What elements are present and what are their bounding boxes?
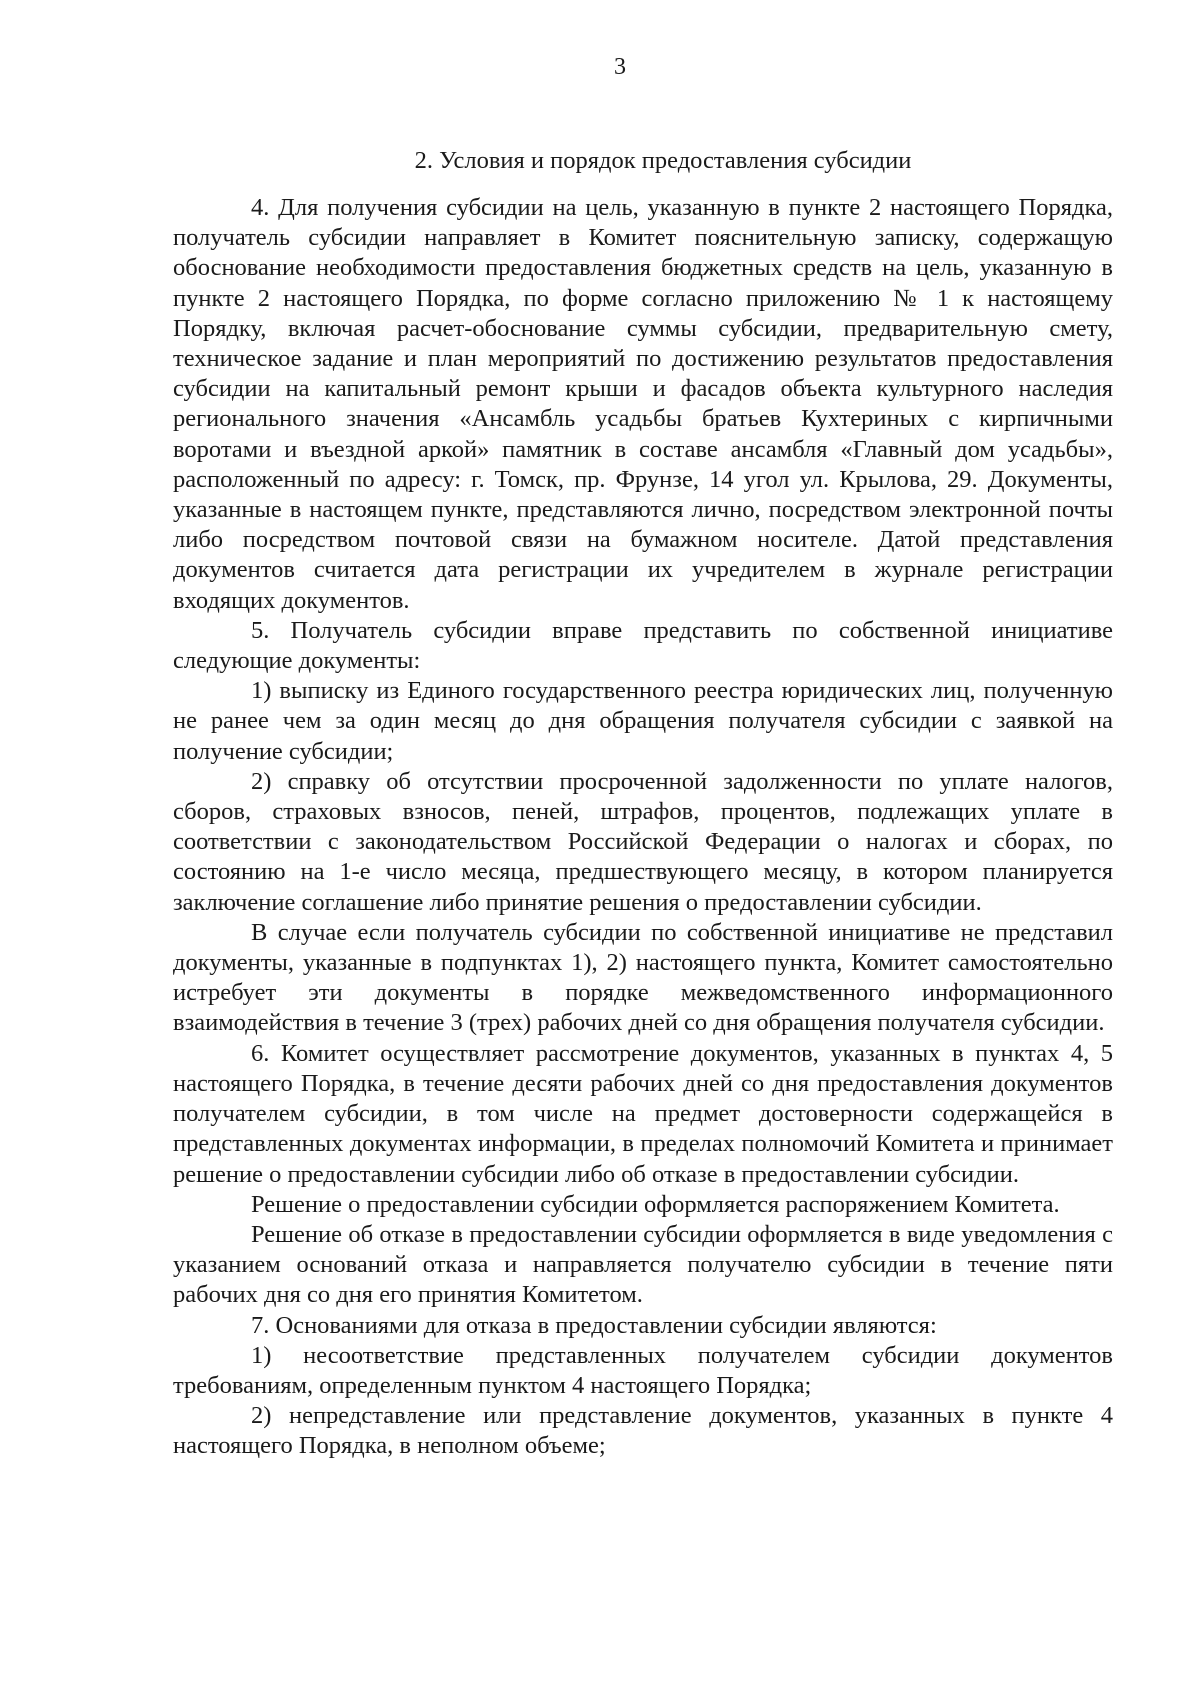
paragraph-6: 6. Комитет осуществляет рассмотрение документов, указанных в пунктах 4, 5 настоящего Порядка, в течение десяти рабочих дней со дня предоставления документов получателем субсидии, в том числе на предмет достоверности содержащейся в представленных документах информации, в пределах полномочий Комитета и принимает решение о предоставлении субсидии либо об отказе в предоставлении субсидии.: [173, 1039, 1113, 1188]
paragraph-6-decision: Решение о предоставлении субсидии оформляется распоряжением Комитета.: [251, 1190, 1060, 1218]
paragraph-7-item-2: 2) непредставление или представление документов, указанных в пункте 4 настоящего Порядка, в неполном объеме;: [173, 1402, 1113, 1460]
paragraph-4: 4. Для получения субсидии на цель, указанную в пункте 2 настоящего Порядка, получатель субсидии направляет в Комитет пояснительную записку, содержащую обоснование необходимости предоставления бюджетных средств на цель, указанную в пункте 2 настоящего Порядка, по форме согласно приложению № 1 к настоящему Порядку, включая расчет-обоснование суммы субсидии, предварительную смету, техническое задание и план мероприятий по достижению результатов предоставления субсидии на капитальный ремонт крыши и фасадов объекта культурного наследия регионального значения «Ансамбль усадьбы братьев Кухтериных с кирпичными воротами и въездной аркой» памятник в составе ансамбля «Главный дом усадьбы», расположенный по адресу: г. Томск, пр. Фрунзе, 14 угол ул. Крылова, 29. Документы, указанные в настоящем пункте, представляются лично, посредством электронной почты либо посредством почтовой связи на бумажном носителе. Датой представления документов считается дата регистрации их учредителем в журнале регистрации входящих документов.: [173, 194, 1113, 614]
paragraph-6-refusal: Решение об отказе в предоставлении субсидии оформляется в виде уведомления с указанием оснований отказа и направляется получателю субсидии в течение пяти рабочих дня со дня его принятия Комитетом.: [173, 1220, 1113, 1309]
paragraph-7-item-1: 1) несоответствие представленных получателем субсидии документов требованиям, определенным пунктом 4 настоящего Порядка;: [173, 1341, 1113, 1399]
paragraph-5-item-2: 2) справку об отсутствии просроченной задолженности по уплате налогов, сборов, страховых взносов, пеней, штрафов, процентов, подлежащих уплате в соответствии с законодательством Российской Федерации о налогах и сборах, по состоянию на 1-е число месяца, предшествующего месяцу, в котором планируется заключение соглашение либо принятие решения о предоставлении субсидии.: [173, 767, 1113, 916]
paragraph-5-item-1: 1) выписку из Единого государственного реестра юридических лиц, полученную не ранее чем за один месяц до дня обращения получателя субсидии с заявкой на получение субсидии;: [173, 677, 1113, 765]
paragraph-7: 7. Основаниями для отказа в предоставлении субсидии являются:: [251, 1311, 937, 1339]
document-body: [173, 193, 1113, 1462]
paragraph-5: 5. Получатель субсидии вправе представить по собственной инициативе следующие документы:: [173, 616, 1113, 675]
page-number: 3: [614, 54, 626, 80]
section-title: 2. Условия и порядок предоставления субсидии: [414, 147, 912, 174]
paragraph-5-note: В случае если получатель субсидии по собственной инициативе не представил документы, указанные в подпунктах 1), 2) настоящего пункта, Комитет самостоятельно истребует эти документы в порядке межведомственного информационного взаимодействия в течение 3 (трех) рабочих дней со дня обращения получателя субсидии.: [173, 918, 1113, 1037]
